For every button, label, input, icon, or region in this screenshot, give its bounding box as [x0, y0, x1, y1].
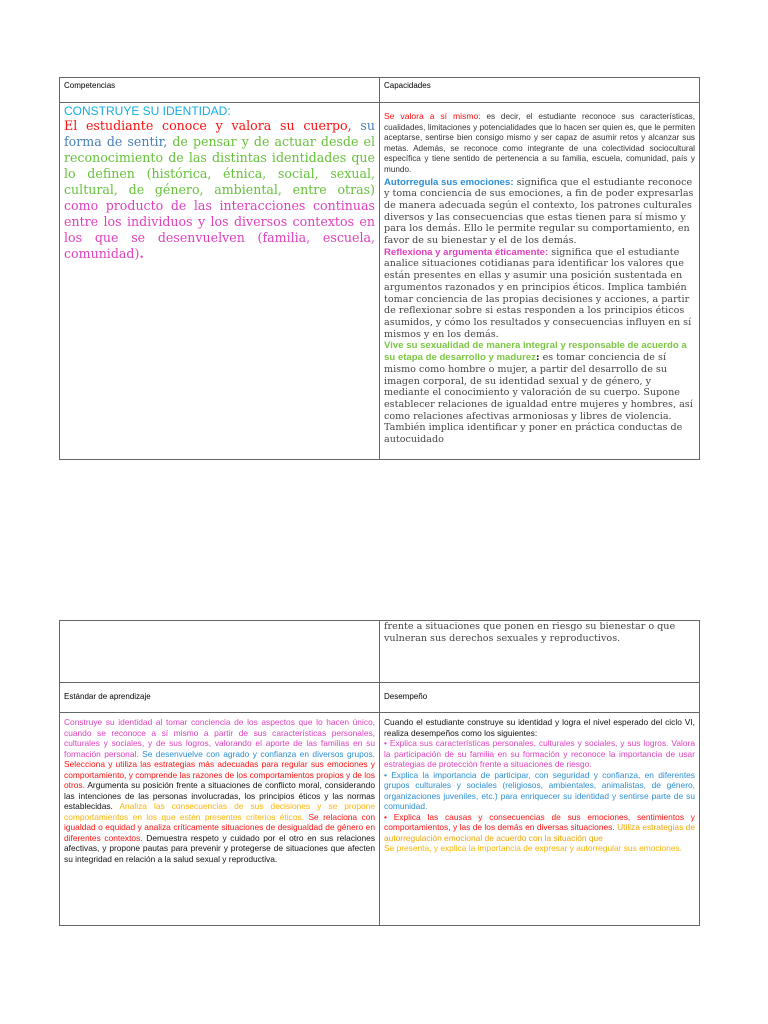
- continuation-cell: [380, 621, 700, 683]
- performance-2: • Explica la importancia de participar, con seguridad y confianza, en diferentes grupos culturales y sociales (religiosos, ambientales, animalistas, de género, organizaciones juveniles, etc.) para enriquecer su identidad y sentirse parte de su comunidad.: [384, 769, 695, 811]
- standard-part-6: Analiza las consecuencias de sus decisiones y se propone comportamientos en los que estén presentes criterios éticos.: [64, 801, 375, 822]
- header-estandar: Estándar de aprendizaje: [60, 683, 380, 713]
- standard-part-5: Argumenta su posición frente a situaciones de conflicto moral, considerando las intenciones de las personas involucradas, los principios éticos y las normas establecidas.: [64, 780, 375, 811]
- standard-cell: [60, 713, 380, 926]
- header-desempeno: Desempeño: [380, 683, 700, 713]
- capacity-4: [384, 340, 695, 445]
- performance-3: • Explica las causas y consecuencias de sus emociones, sentimientos y comportamientos, y las de los demás en diversas situaciones.: [384, 811, 695, 832]
- standard-part-1: Construye su identidad al tomar conciencia de los aspectos que lo hacen único, cuando se reconoce a sí mismo a partir de sus características personales, culturales y sociales, y de sus logros,: [64, 717, 375, 748]
- capacity-2: [384, 177, 695, 247]
- competence-cell: [60, 103, 380, 460]
- capacity-1-text: es decir, el estudiante reconoce sus características, cualidades, limitaciones y potencialidades que lo hacen ser quien es, que le permiten aceptarse, sentirse bien consigo mismo y ser capaz de asumir retos y alcanzar sus metas. Además, se reconoce como integrante de una colectividad sociocultural específica y tiene sentido de pertenencia a su familia, escuela, comunidad, país y mundo.: [384, 112, 696, 174]
- competencias-table: [59, 77, 700, 460]
- capacity-4-title: Vive su sexualidad de manera integral y responsable de acuerdo a su etapa de desarrollo y madurez: [384, 340, 687, 364]
- standard-part-2: valorando el aporte de las familias en su formación personal.: [64, 738, 376, 759]
- capacities-cell: [380, 103, 700, 460]
- continuation-empty-cell: [60, 621, 380, 683]
- continuation-text: frente a situaciones que ponen en riesgo su bienestar o que vulneran sus derechos sexuales y reproductivos.: [384, 621, 676, 644]
- competence-part-4: como producto de las interacciones continuas entre los individuos y los diversos contextos en los que se desenvuelven (familia, escuela, comunidad): [64, 198, 375, 261]
- capacity-3: [384, 247, 695, 341]
- estandar-table: [59, 620, 700, 926]
- competence-part-2: su forma de sentir,: [64, 118, 375, 149]
- standard-part-7: Se relaciona con igualdad o equidad y analiza críticamente situaciones de desigualdad de género en diferentes contextos.: [64, 811, 376, 843]
- competence-part-3: de pensar y de actuar desde el reconocimiento de las distintas identidades que lo definen (histórica, étnica, social, sexual, cultural, de género, ambiental, entre otras): [64, 134, 376, 197]
- capacity-2-text: significa que el estudiante reconoce y toma conciencia de sus emociones, a fin de poder expresarlas de manera adecuada según el contexto, los patrones culturales diversos y las consecuencias que estas tienen para sí mismo y para los demás. Ello le permite regular su comportamiento, en favor de su bienestar y el de los demás.: [384, 176, 694, 247]
- competence-part-5: .: [139, 246, 144, 261]
- capacity-3-title: Reflexiona y argumenta éticamente:: [384, 246, 549, 258]
- standard-text: [64, 717, 375, 864]
- performance-3-group: [384, 812, 695, 844]
- capacity-4-text: es tomar conciencia de sí mismo como hombre o mujer, a partir del desarrollo de su imagen corporal, de su identidad sexual y de género, y mediante el conocimiento y valoración de su cuerpo. Supone establecer relaciones de igualdad entre mujeres y hombres, así como relaciones afectivas armoniosas y libres de violencia. También implica identificar y poner en práctica conductas de autocuidado: [384, 352, 693, 446]
- performance-5: Se presenta, y explica la importancia de expresar y autorregular sus emociones.: [384, 843, 682, 853]
- competence-text: [64, 104, 375, 262]
- standard-part-8: Demuestra respeto y cuidado por el otro en sus relaciones afectivas, y propone pautas para prevenir y protegerse de situaciones que afecten su integridad en relación a la salud sexual y reproductiva.: [64, 832, 376, 864]
- standard-part-4: Selecciona y utiliza las estrategias más adecuadas para regular sus emociones y comportamiento, y comprende las razones de los comportamientos propios y de los otros.: [64, 759, 375, 790]
- performance-4: Utiliza estrategias de autorregulación emocional de acuerdo con la situación que: [384, 822, 695, 843]
- performance-intro: Cuando el estudiante construye su identidad y logra el nivel esperado del ciclo VI, realiza desempeños como los siguientes:: [384, 717, 695, 738]
- header-competencias: Competencias: [60, 78, 380, 103]
- capacity-4-colon: :: [535, 352, 540, 364]
- capacity-1: [384, 111, 695, 176]
- capacity-3-text: significa que el estudiante analice situaciones cotidianas para identificar los valores que están presentes en ellas y asumir una posición sustentada en argumentos razonados y en principios éticos. Implica también tomar conciencia de las propias decisiones y acciones, a partir de reflexionar sobre si estas responden a los principios éticos asumidos, y cómo los resultados y consecuencias influyen en sí mismos y en los demás.: [384, 246, 692, 340]
- capacity-1-title: Se valora a sí mismo:: [384, 111, 481, 121]
- performance-cell: [380, 713, 700, 926]
- performance-1: • Explica sus características personales, culturales y sociales, y sus logros. Valora la participación de su familia en su formación y reconoce la importancia de usar estrategias de protección frente a situaciones de riesgo.: [384, 738, 695, 769]
- capacity-2-title: Autorregula sus emociones:: [384, 176, 514, 188]
- standard-part-3: Se desenvuelve con agrado y confianza en diversos grupos.: [142, 748, 375, 759]
- header-capacidades: Capacidades: [380, 78, 700, 103]
- competence-title: CONSTRUYE SU IDENTIDAD:: [64, 104, 231, 118]
- competence-part-1: El estudiante conoce y valora su cuerpo,: [64, 118, 352, 133]
